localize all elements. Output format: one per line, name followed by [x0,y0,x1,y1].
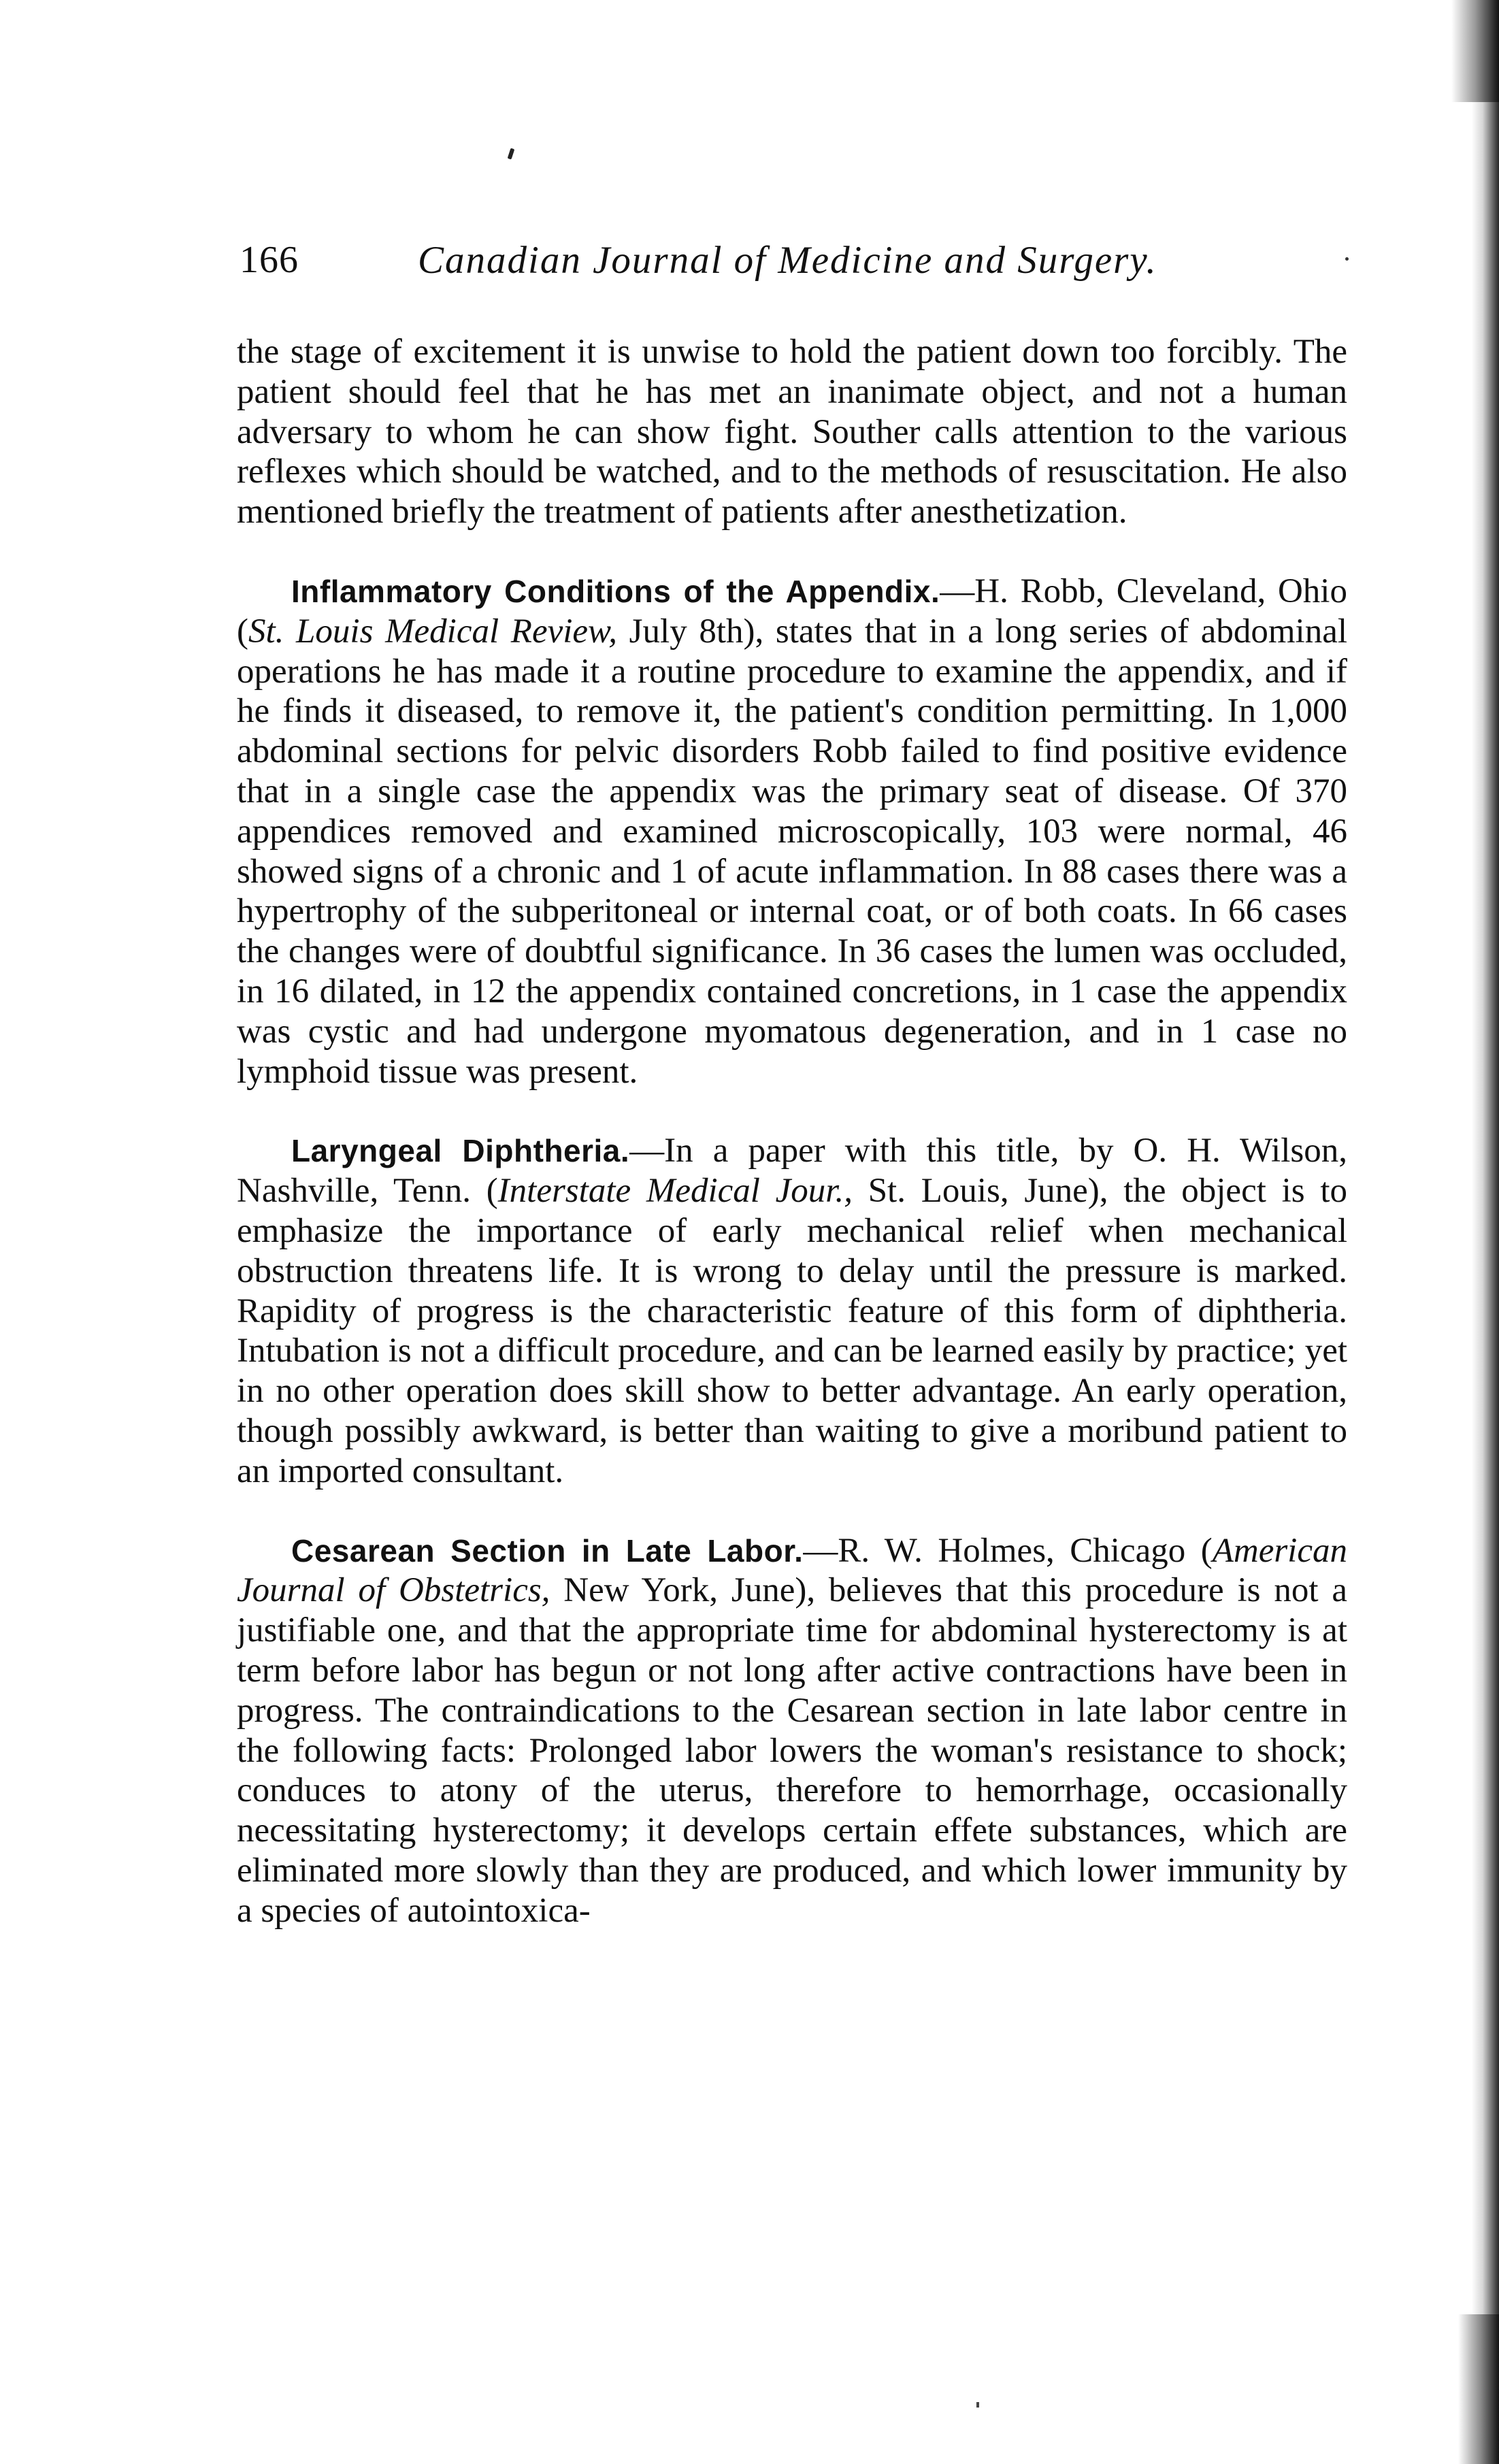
article-text: St. Louis, June), the object is to emphasize the importance of early mechanical relief when mechanical obstruction threatens life. It is wrong to delay until the pressure is marked. Rapidity of progress is the characteristic feature of this form of diphtheria. Intubation is not a difficult procedure, and can be learned easily by practice; yet in no other operation does skill show to better advantage. An early operation, though possibly awkward, is better than waiting to give a moribund patient to an imported consultant. [237,1172,1347,1490]
article-text: —In a paper with this title, by O. H. Wilson, Nashville, Tenn. ( [237,1132,1347,1211]
page-number: 166 [240,239,299,281]
article-citation: Interstate Medical Jour., [497,1172,853,1211]
ink-speck [508,148,515,159]
article-heading: Inflammatory Conditions of the Appendix. [291,573,940,609]
scan-edge-shadow [1458,2314,1499,2464]
article-cesarean-section [237,1531,1347,1931]
article-appendix [237,572,1347,1091]
article-heading: Cesarean Section in Late Labor. [291,1532,804,1568]
article-citation: American Journal of Obstetrics, [237,1531,1347,1610]
article-laryngeal-diphtheria [237,1131,1347,1491]
scan-edge-shadow [1451,0,1499,102]
article-text: July 8th), states that in a long series of abdominal operations he has made it a routine procedure to examine the appendix, and if he finds it diseased, to remove it, the patient's condition permitting. In 1,000 abdominal sections for pelvic disorders Robb failed to find positive evidence that in a single case the appendix was the primary seat of disease. Of 370 appendices removed and examined microscopically, 103 were normal, 46 showed signs of a chronic and 1 of acute inflammation. In 88 cases there was a hypertrophy of the subperitoneal or internal coat, or of both coats. In 66 cases the changes were of doubtful significance. In 36 cases the lumen was occluded, in 16 dilated, in 12 the appendix contained concretions, in 1 case the appendix was cystic and had undergone myomatous degeneration, and in 1 case no lymphoid tissue was present. [237,612,1348,1091]
ink-speck [1345,257,1349,261]
ink-speck [976,2402,979,2408]
scan-edge-shadow [1472,0,1499,2464]
page-header [240,238,1349,293]
running-title: Canadian Journal of Medicine and Surgery. [418,239,1157,282]
continued-paragraph: the stage of excitement it is unwise to hold the patient down too forcibly. The patient should feel that he has met an inanimate object, and not a human adversary to whom he can show fight. Souther calls attention to the various reflexes which should be watched, and to the methods of resuscitation. He also mentioned briefly the treatment of patients after anesthetization. [237,333,1347,531]
article-text: —H. Robb, Cleveland, Ohio ( [237,572,1347,651]
article-text: New York, June), believes that this procedure is not a justifiable one, and that the appropriate time for abdominal hysterectomy is at term before labor has begun or not long after active contractions have been in progress. The contraindications to the Cesarean section in late labor centre in the following facts: Prolonged labor lowers the woman's resistance to shock; conduces to atony of the uterus, therefore to hemorrhage, occasionally necessitating hysterectomy; it develops certain effete substances, which are eliminated more slowly than they are produced, and which lower immunity by a species of autointoxica- [237,1571,1347,1930]
article-text: —R. W. Holmes, Chicago ( [803,1531,1213,1570]
article-body [237,332,1347,2305]
article-heading: Laryngeal Diphtheria. [291,1133,630,1169]
article-citation: St. Louis Medical Review, [248,612,618,651]
